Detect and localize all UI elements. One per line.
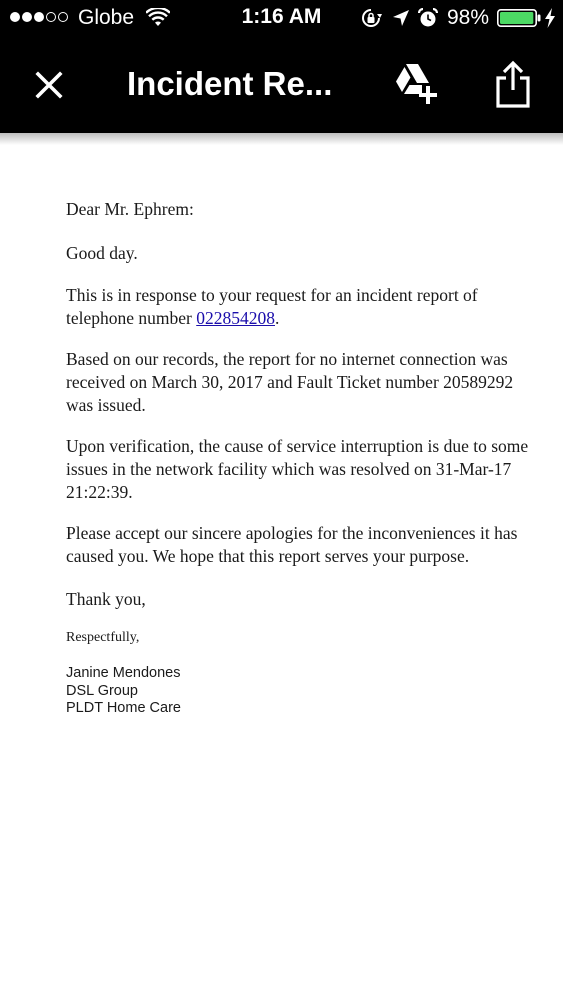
letter-verification-paragraph: Upon verification, the cause of service interruption is due to some issues in the network facility which was resolved on 31-Mar-17 21:22:39. — [66, 436, 529, 502]
phone-number-link[interactable]: 022854208 — [196, 308, 275, 328]
battery-icon — [497, 9, 541, 27]
letter-closing: Respectfully, — [66, 630, 140, 645]
status-bar — [0, 0, 563, 36]
letter-apology-paragraph: Please accept our sincere apologies for the inconveniences it has caused you. We hope that this report serves your purpose. — [66, 523, 518, 566]
header-shadow — [0, 133, 563, 145]
app-header — [0, 0, 563, 133]
signature-name: Janine Mendones — [66, 665, 181, 681]
google-drive-add-icon[interactable] — [392, 62, 438, 106]
letter-thanks: Thank you, — [66, 589, 146, 609]
response-text: This is in response to your request for an incident report of telephone number — [66, 285, 478, 328]
carrier-name: Globe — [78, 6, 135, 29]
close-icon[interactable] — [28, 64, 70, 106]
letter-greeting: Dear Mr. Ephrem: — [66, 199, 194, 219]
navigation-bar — [0, 36, 563, 133]
orientation-lock-icon — [360, 8, 382, 28]
location-arrow-icon — [392, 9, 410, 27]
share-icon[interactable] — [492, 60, 534, 110]
signature-organization: PLDT Home Care — [66, 700, 181, 716]
alarm-icon — [418, 8, 438, 28]
signature-department: DSL Group — [66, 682, 138, 699]
battery-level-fill — [500, 12, 533, 24]
letter-good-day: Good day. — [66, 243, 138, 263]
battery-percentage: 98% — [447, 6, 490, 29]
charging-bolt-icon — [544, 8, 556, 28]
page-title: Incident Re... — [127, 65, 333, 102]
letter-document — [66, 198, 536, 718]
signature-block — [66, 665, 536, 718]
letter-response-paragraph — [66, 284, 536, 330]
response-period: . — [274, 308, 280, 328]
status-time: 1:16 AM — [241, 5, 322, 28]
letter-records-paragraph: Based on our records, the report for no internet connection was received on March 30, 2017 and Fault Ticket number 20589292 was issued. — [66, 349, 514, 415]
